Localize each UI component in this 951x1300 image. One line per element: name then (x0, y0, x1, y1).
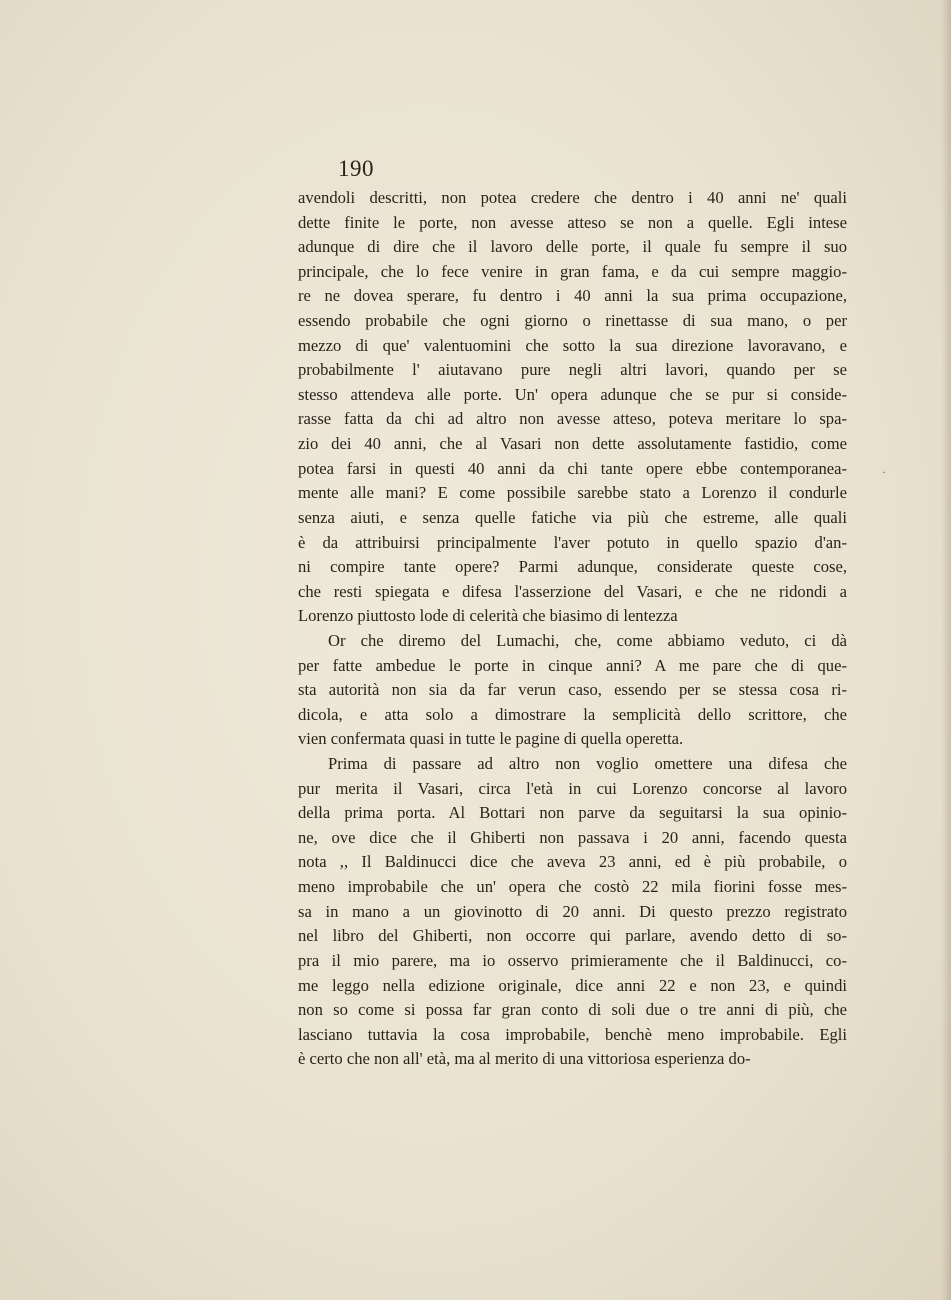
text-line: nel libro del Ghiberti, non occorre qui parlare, avendo detto di so- (298, 926, 847, 946)
text-line: della prima porta. Al Bottari non parve da seguitarsi la sua opinio- (298, 803, 847, 823)
text-line: mezzo di que' valentuomini che sotto la sua direzione lavoravano, e (298, 335, 847, 355)
text-line: Or che diremo del Lumachi, che, come abbiamo veduto, ci dà (328, 630, 847, 650)
text-line: lasciano tuttavia la cosa improbabile, benchè meno improbabile. Egli (298, 1024, 847, 1044)
text-line: me leggo nella edizione originale, dice anni 22 e non 23, e quindi (298, 975, 847, 995)
paragraph (298, 186, 847, 629)
text-line: nota ,, Il Baldinucci dice che aveva 23 anni, ed è più probabile, o (298, 852, 847, 872)
text-line: sa in mano a un giovinotto di 20 anni. Di questo prezzo registrato (298, 901, 847, 921)
text-line: meno improbabile che un' opera che costò 22 mila fiorini fosse mes- (298, 877, 847, 897)
paragraph (298, 629, 847, 752)
page-edge-shadow (941, 0, 951, 1300)
paragraph (298, 752, 847, 1072)
text-line: ne, ove dice che il Ghiberti non passava i 20 anni, facendo questa (298, 827, 847, 847)
text-line: adunque di dire che il lavoro delle porte, il quale fu sempre il suo (298, 237, 847, 257)
body-text (298, 186, 847, 1072)
text-line: è da attribuirsi principalmente l'aver potuto in quello spazio d'an- (298, 532, 847, 552)
margin-mark: · (882, 465, 886, 479)
text-line: pra il mio parere, ma io osservo primieramente che il Baldinucci, co- (298, 950, 847, 970)
text-line: stesso attendeva alle porte. Un' opera adunque che se pur si conside- (298, 384, 847, 404)
text-line: ni compire tante opere? Parmi adunque, considerate queste cose, (298, 557, 847, 577)
text-line: per fatte ambedue le porte in cinque anni? A me pare che di que- (298, 655, 847, 675)
text-line: vien confermata quasi in tutte le pagine di quella operetta. (298, 729, 684, 749)
text-line: pur merita il Vasari, circa l'età in cui Lorenzo concorse al lavoro (298, 778, 847, 798)
text-line: sta autorità non sia da far verun caso, essendo per se stessa cosa ri- (298, 680, 847, 700)
text-line: potea farsi in questi 40 anni da chi tante opere ebbe contemporanea- (298, 458, 847, 478)
text-line: Lorenzo piuttosto lode di celerità che biasimo di lentezza (298, 606, 678, 626)
page-number: 190 (338, 156, 374, 181)
paragraphs (298, 186, 847, 1072)
text-line: è certo che non all' età, ma al merito di una vittoriosa esperienza do- (298, 1049, 751, 1069)
text-line: principale, che lo fece venire in gran fama, e da cui sempre maggio- (298, 261, 847, 281)
text-line: avendoli descritti, non potea credere che dentro i 40 anni ne' quali (298, 188, 847, 207)
text-line: Prima di passare ad altro non voglio omettere una difesa che (328, 754, 847, 774)
text-line: dicola, e atta solo a dimostrare la semplicità dello scrittore, che (298, 704, 847, 724)
text-line: zio dei 40 anni, che al Vasari non dette assolutamente fastidio, come (298, 434, 847, 454)
text-line: che resti spiegata e difesa l'asserzione del Vasari, e che ne ridondi a (298, 581, 847, 601)
text-line: mente alle mani? E come possibile sarebbe stato a Lorenzo il condurle (298, 483, 847, 503)
text-line: essendo probabile che ogni giorno o rinettasse di sua mano, o per (298, 311, 847, 331)
text-line: senza aiuti, e senza quelle fatiche via più che estreme, alle quali (298, 507, 847, 527)
text-line: re ne dovea sperare, fu dentro i 40 anni la sua prima occupazione, (298, 286, 847, 306)
text-line: non so come si possa far gran conto di soli due o tre anni di più, che (298, 1000, 847, 1020)
text-line: rasse fatta da chi ad altro non avesse atteso, poteva meritare lo spa- (298, 409, 847, 429)
text-line: probabilmente l' aiutavano pure negli altri lavori, quando per se (298, 360, 847, 380)
text-line: dette finite le porte, non avesse atteso se non a quelle. Egli intese (298, 212, 847, 232)
